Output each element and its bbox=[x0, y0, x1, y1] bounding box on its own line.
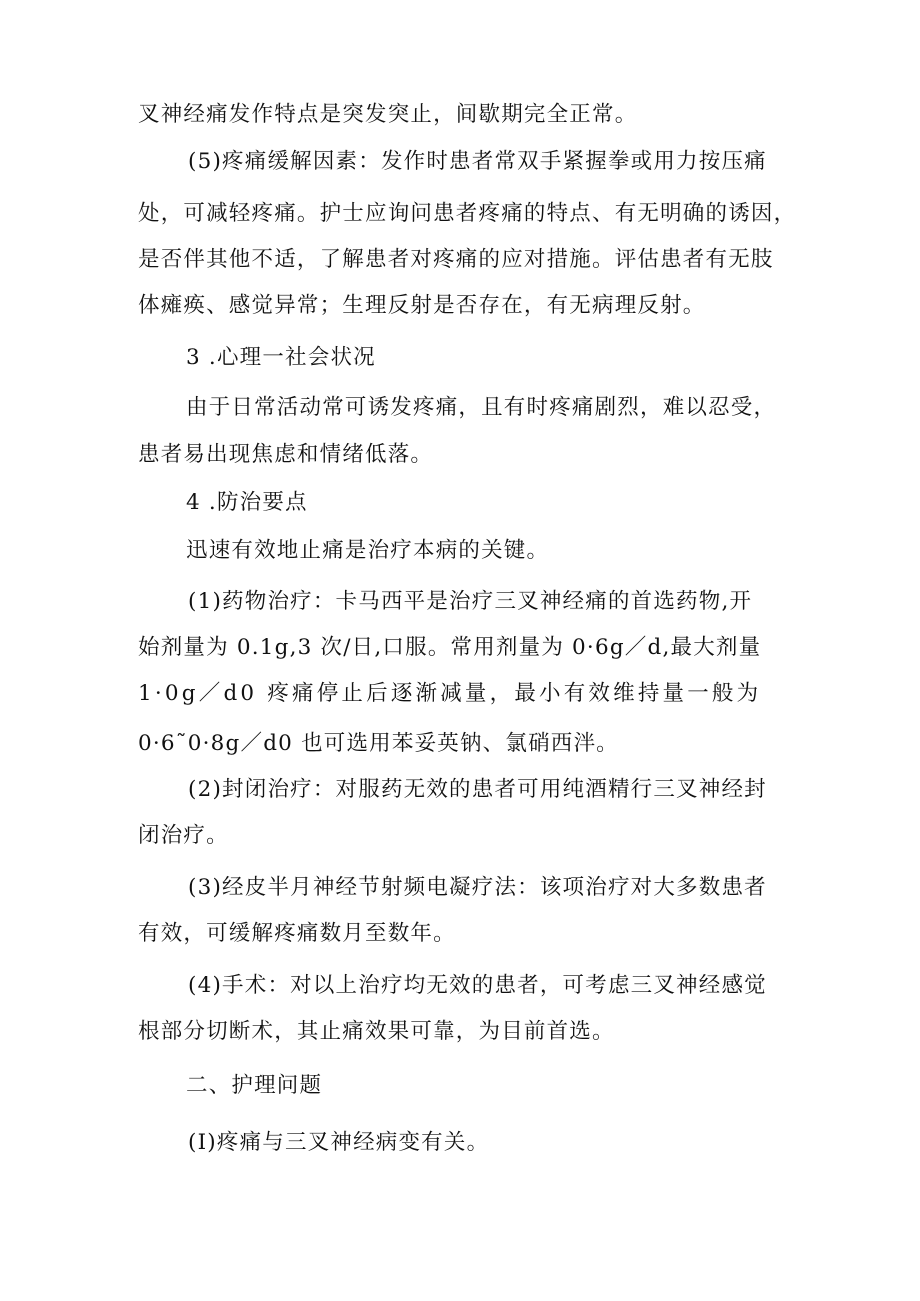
text-line-12: 始剂量为 0.1g,3 次/日,口服。常用剂量为 0·6g／d,最大剂量 bbox=[138, 635, 762, 660]
text-line-22: (I)疼痛与三叉神经病变有关。 bbox=[188, 1130, 490, 1155]
text-line-7: 由于日常活动常可诱发疼痛，且有时疼痛剧烈，难以忍受， bbox=[186, 395, 777, 420]
text-line-5: 体瘫痪、感觉异常；生理反射是否存在，有无病理反射。 bbox=[138, 293, 706, 318]
text-line-10: 迅速有效地止痛是治疗本病的关键。 bbox=[186, 538, 550, 563]
section-heading-4: 4 .防治要点 bbox=[186, 490, 308, 515]
text-line-13: 1·0g／d0 疼痛停止后逐渐减量，最小有效维持量一般为 bbox=[138, 681, 762, 706]
text-line-18: 有效，可缓解疼痛数月至数年。 bbox=[138, 921, 456, 946]
text-line-3: 处，可减轻疼痛。护士应询问患者疼痛的特点、有无明确的诱因， bbox=[138, 201, 797, 226]
text-line-8: 患者易出现焦虑和情绪低落。 bbox=[138, 442, 434, 467]
text-line-2: (5)疼痛缓解因素：发作时患者常双手紧握拳或用力按压痛 bbox=[188, 149, 767, 174]
text-line-4: 是否伴其他不适，了解患者对疼痛的应对措施。评估患者有无肢 bbox=[138, 247, 774, 272]
text-line-11: (1)药物治疗：卡马西平是治疗三叉神经痛的首选药物,开 bbox=[188, 589, 753, 614]
text-line-16: 闭治疗。 bbox=[138, 823, 229, 848]
text-line-15: (2)封闭治疗：对服药无效的患者可用纯酒精行三叉神经封 bbox=[188, 777, 767, 802]
text-line-19: (4)手术：对以上治疗均无效的患者，可考虑三叉神经感觉 bbox=[188, 973, 767, 998]
text-line-1: 叉神经痛发作特点是突发突止，间歇期完全正常。 bbox=[138, 102, 638, 127]
section-heading-3: 3 .心理一社会状况 bbox=[186, 345, 376, 370]
text-line-17: (3)经皮半月神经节射频电凝疗法：该项治疗对大多数患者 bbox=[188, 875, 767, 900]
text-line-20: 根部分切断术，其止痛效果可靠，为目前首选。 bbox=[138, 1019, 615, 1044]
section-heading-nursing-problems: 二、护理问题 bbox=[186, 1073, 323, 1098]
text-line-14: 0·6˜0·8g／d0 也可选用苯妥英钠、氯硝西泮。 bbox=[138, 731, 619, 756]
